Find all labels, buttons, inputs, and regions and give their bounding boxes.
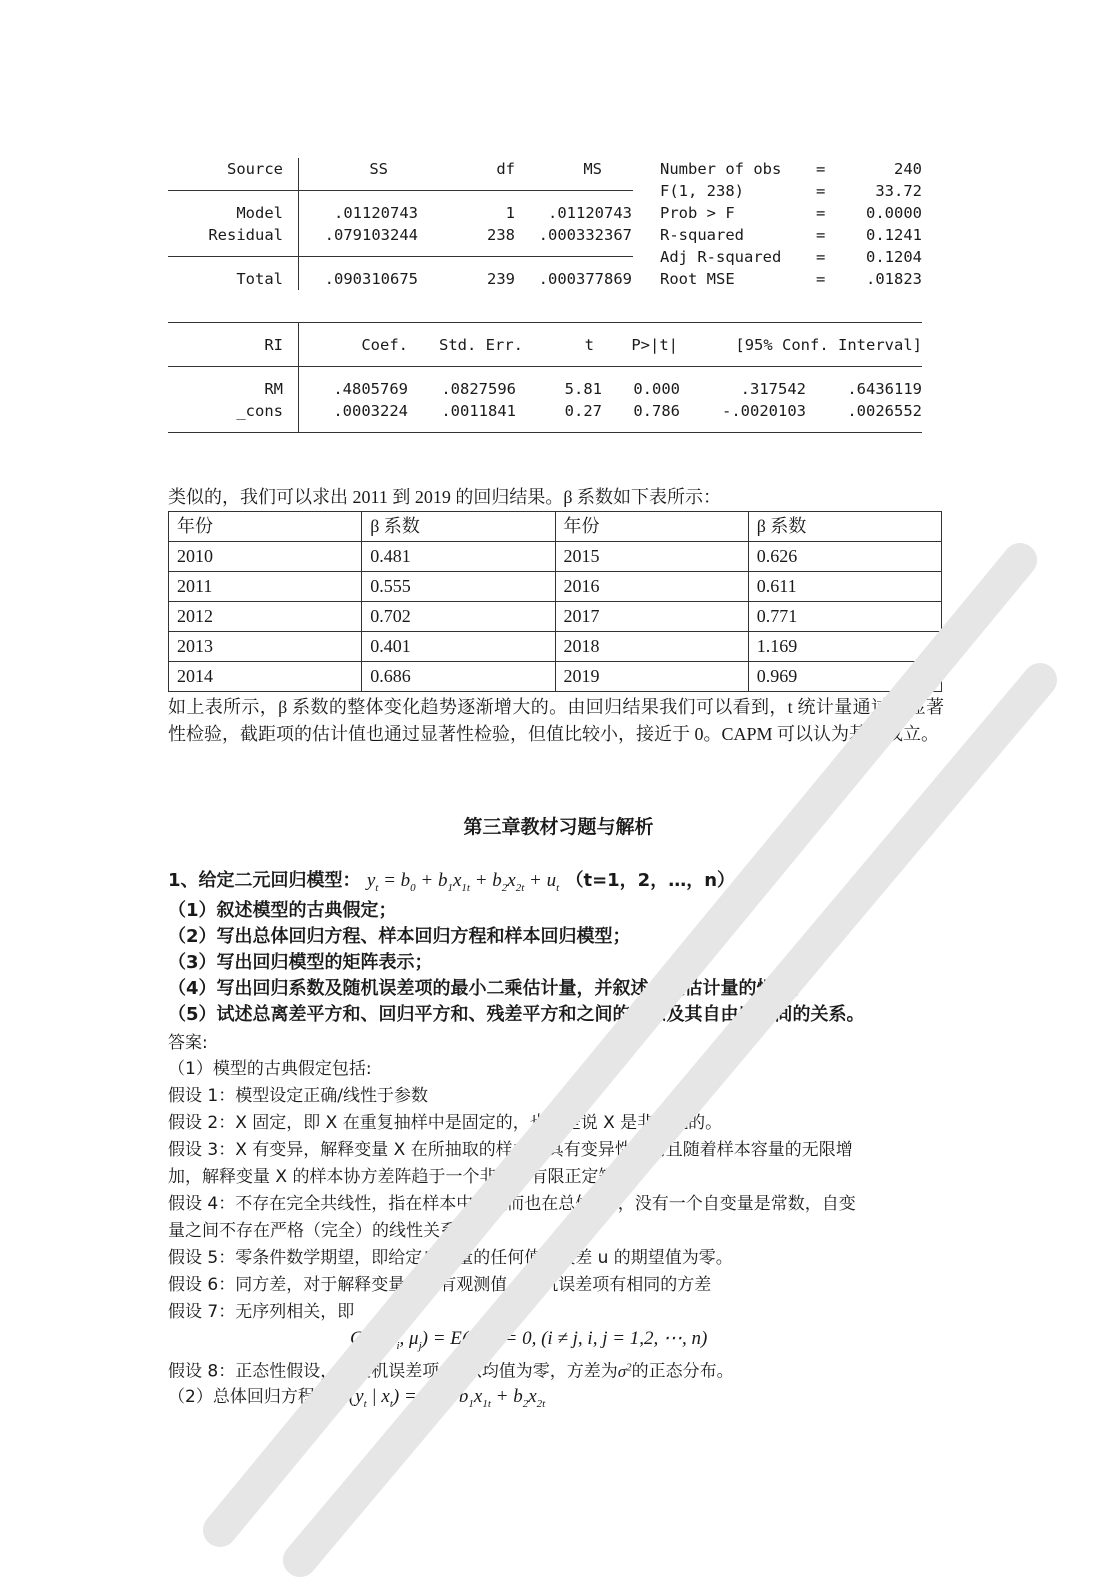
anova-row-source: Residual <box>208 226 283 244</box>
beta-cell: 2010 <box>169 542 362 572</box>
question-part: （1）叙述模型的古典假定； <box>168 900 397 921</box>
beta-cell: 0.481 <box>362 542 555 572</box>
coef-rule-top <box>168 322 922 323</box>
beta-cell: 2019 <box>555 662 748 692</box>
coef-row-se: .0827596 <box>441 380 516 398</box>
beta-header: β 系数 <box>362 512 555 542</box>
chapter-title: 第三章教材习题与解析 <box>463 817 654 838</box>
coef-rule-mid <box>168 366 922 367</box>
coef-header-t: t <box>584 336 594 354</box>
stat-label: F(1, 238) <box>660 182 744 200</box>
table-row <box>169 512 942 542</box>
coef-row-var: _cons <box>236 402 283 420</box>
question-suffix: （t=1，2，…，n） <box>565 870 736 891</box>
table-row <box>169 602 942 632</box>
answer-line: 加，解释变量 X 的样本协方差阵趋于一个非零的有限正定矩阵。 <box>168 1167 650 1187</box>
coef-row-se: .0011841 <box>441 402 516 420</box>
stat-eq: = <box>816 248 826 266</box>
beta-cell: 0.555 <box>362 572 555 602</box>
beta-table <box>168 511 942 692</box>
stat-eq: = <box>816 204 826 222</box>
anova-row-ms: .000332367 <box>538 226 632 244</box>
answer-line: 假设 6：同方差，对于解释变量的所有观测值，随机误差项有相同的方差 <box>168 1275 712 1295</box>
beta-cell: 1.169 <box>748 632 941 662</box>
anova-rule-mid <box>168 256 633 257</box>
beta-cell: 2012 <box>169 602 362 632</box>
answer-line: （1）模型的古典假定包括: <box>168 1059 372 1079</box>
stat-eq: = <box>816 226 826 244</box>
answer-line: 假设 1：模型设定正确/线性于参数 <box>168 1086 428 1106</box>
anova-row-ss: .090310675 <box>324 270 418 288</box>
stat-eq: = <box>816 182 826 200</box>
anova-table <box>168 158 923 294</box>
anova-header-df: df <box>496 160 515 178</box>
answer-line: 假设 4：不存在完全共线性，指在样本中（从而也在总体中），没有一个自变量是常数，自变 <box>168 1194 856 1214</box>
beta-cell: 2016 <box>555 572 748 602</box>
answer-line: 量之间不存在严格（完全）的线性关系。 <box>168 1221 474 1241</box>
coef-rule-bottom <box>168 432 922 433</box>
model-equation: $y_t = b_0 + b_1x_{1t} + b_2x_{2t} + u_t$ <box>366 870 560 894</box>
stat-label: R-squared <box>660 226 744 244</box>
coef-row-p: 0.786 <box>633 402 680 420</box>
answer-line <box>168 1354 734 1385</box>
anova-header-ms: MS <box>583 160 602 178</box>
intro-text: 类似的，我们可以求出 2011 到 2019 的回归结果。β 系数如下表所示： <box>168 487 721 507</box>
beta-cell: 2018 <box>555 632 748 662</box>
anova-row-source: Total <box>236 270 283 288</box>
coef-header-se: Std. Err. <box>439 336 523 354</box>
stat-eq: = <box>816 160 826 178</box>
anova-rule-top <box>168 190 633 191</box>
coef-row-lo: .317542 <box>740 380 806 398</box>
coef-row-var: RM <box>264 380 283 398</box>
coef-header-ci: [95% Conf. Interval] <box>735 336 922 354</box>
beta-cell: 0.686 <box>362 662 555 692</box>
h8-part-a: 假设 8：正态性假设，即随机误差项 <box>168 1361 440 1382</box>
question-part: （2）写出总体回归方程、样本回归方程和样本回归模型； <box>168 926 631 947</box>
anova-row-source: Model <box>236 204 283 222</box>
answer-line <box>168 1384 545 1417</box>
beta-cell: 0.611 <box>748 572 941 602</box>
beta-cell: 2015 <box>555 542 748 572</box>
mu-symbol: μ <box>439 1361 448 1381</box>
beta-header: 年份 <box>555 512 748 542</box>
answer-line: 假设 2：X 固定，即 X 在重复抽样中是固定的，也就是说 X 是非随机的。 <box>168 1113 723 1133</box>
coef-header-coef: Coef. <box>361 336 408 354</box>
anova-row-df: 1 <box>505 204 515 222</box>
anova-row-df: 239 <box>487 270 515 288</box>
stat-label: Prob > F <box>660 204 735 222</box>
question-part: （4）写出回归系数及随机误差项的最小二乘估计量，并叙述参数估计量的性质； <box>168 978 811 999</box>
stat-label: Number of obs <box>660 160 782 178</box>
beta-cell: 0.771 <box>748 602 941 632</box>
anova-row-df: 238 <box>487 226 515 244</box>
question-prefix: 1、给定二元回归模型： <box>168 870 361 891</box>
anova-vrule <box>298 158 299 290</box>
anova-header-source: Source <box>227 160 283 178</box>
coef-row-p: 0.000 <box>633 380 680 398</box>
question-part: （5）试述总离差平方和、回归平方和、残差平方和之间的关系及其自由度之间的关系。 <box>168 1004 865 1025</box>
answer-line: 假设 3：X 有变异，解释变量 X 在所抽取的样本中具有变异性，而且随着样本容量的无限增 <box>168 1140 853 1160</box>
answer-label: 答案: <box>168 1033 208 1053</box>
stat-value: 33.72 <box>875 182 922 200</box>
covariance-equation: $Cov(\mu_i$, $\mu_j) = E(\mu_i\mu_j) = 0$, (i ≠ j, i, j = 1,2, ⋯, n) <box>350 1328 708 1352</box>
answer-line: 假设 7：无序列相关，即 <box>168 1302 355 1322</box>
stat-value: 0.1241 <box>866 226 922 244</box>
coef-row-lo: -.0020103 <box>722 402 806 420</box>
question-1 <box>168 868 735 901</box>
beta-cell: 2011 <box>169 572 362 602</box>
question-part: （3）写出回归模型的矩阵表示； <box>168 952 433 973</box>
conclusion-text: 如上表所示，β 系数的整体变化趋势逐渐增大的。由回归结果我们可以看到，t 统计量通过了显著性检验，截距项的估计值也通过显著性检验，但值比较小，接近于 0。CAPM 可以认为基本成立。 <box>168 697 944 744</box>
stat-label: Root MSE <box>660 270 735 288</box>
stat-value: .01823 <box>866 270 922 288</box>
coef-row-t: 5.81 <box>564 380 602 398</box>
anova-row-ss: .079103244 <box>324 226 418 244</box>
stat-label: Adj R-squared <box>660 248 782 266</box>
table-row <box>169 542 942 572</box>
anova-header-ss: SS <box>369 160 388 178</box>
coef-table <box>168 322 923 434</box>
beta-header: 年份 <box>169 512 362 542</box>
table-row <box>169 662 942 692</box>
anova-row-ms: .01120743 <box>548 204 632 222</box>
beta-cell: 0.626 <box>748 542 941 572</box>
stat-eq: = <box>816 270 826 288</box>
a2-label: （2）总体回归方程： <box>168 1387 332 1407</box>
stat-value: 240 <box>894 160 922 178</box>
beta-cell: 0.401 <box>362 632 555 662</box>
beta-cell: 2013 <box>169 632 362 662</box>
h8-part-b: 服从均值为零，方差为 <box>447 1361 618 1382</box>
sigma-symbol: $\sigma^2$ <box>617 1361 632 1381</box>
answer-line: 假设 5：零条件数学期望，即给定自变量的任何值，误差 u 的期望值为零。 <box>168 1248 733 1268</box>
stat-value: 0.1204 <box>866 248 922 266</box>
table-row <box>169 572 942 602</box>
beta-cell: 0.969 <box>748 662 941 692</box>
coef-row-t: 0.27 <box>564 402 602 420</box>
stat-value: 0.0000 <box>866 204 922 222</box>
coef-header-p: P>|t| <box>631 336 678 354</box>
table-row <box>169 632 942 662</box>
h8-part-c: 的正态分布。 <box>631 1361 734 1382</box>
coef-row-coef: .4805769 <box>333 380 408 398</box>
beta-cell: 2014 <box>169 662 362 692</box>
coef-vrule <box>298 322 299 432</box>
beta-cell: 2017 <box>555 602 748 632</box>
coef-header-var: RI <box>264 336 283 354</box>
coef-row-coef: .0003224 <box>333 402 408 420</box>
beta-cell: 0.702 <box>362 602 555 632</box>
anova-row-ss: .01120743 <box>334 204 418 222</box>
coef-row-hi: .0026552 <box>847 402 922 420</box>
anova-row-ms: .000377869 <box>538 270 632 288</box>
beta-header: β 系数 <box>748 512 941 542</box>
population-regression-equation: $E(y_t$ | $x_t) = b_0 + b_1x_{1t} + b_2x_{2t}$ <box>337 1386 546 1410</box>
coef-row-hi: .6436119 <box>847 380 922 398</box>
